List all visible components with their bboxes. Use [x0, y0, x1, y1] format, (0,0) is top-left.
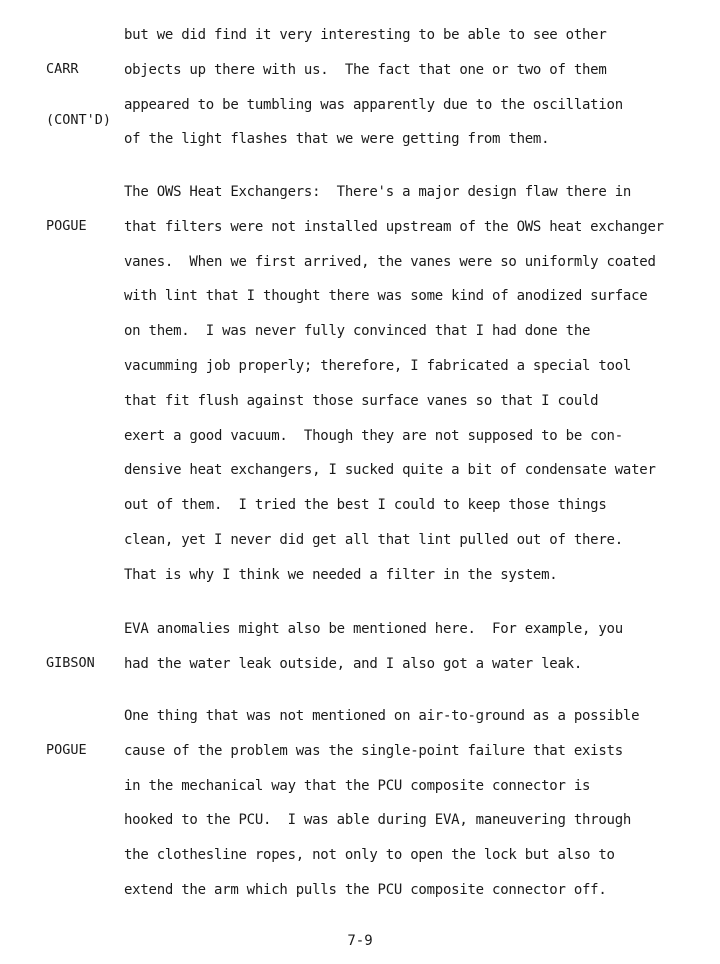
speaker-continuation: (CONT'D) — [46, 112, 112, 128]
text-line: in the mechanical way that the PCU composite connector is — [124, 777, 591, 794]
page-number: 7-9 — [347, 933, 373, 949]
text-line: had the water leak outside, and I also got a water leak. — [124, 655, 583, 672]
speaker-name: POGUE — [46, 742, 87, 758]
text-line: The OWS Heat Exchangers: There's a major design flaw there in — [124, 184, 632, 200]
text-line: objects up there with us. The fact that one or two of them — [124, 61, 607, 78]
text-line: vanes. When we first arrived, the vanes were so uniformly coated — [124, 253, 656, 270]
text-line: exert a good vacuum. Though they are not supposed to be con- — [124, 427, 623, 444]
speaker-name: GIBSON — [46, 655, 95, 671]
speaker-label — [46, 621, 122, 706]
speaker-label — [46, 27, 122, 163]
text-line: clean, yet I never did get all that lint pulled out of there. — [124, 531, 623, 548]
text-line: with lint that I thought there was some kind of anodized surface — [124, 288, 648, 305]
text-line: that fit flush against those surface vanes so that I could — [124, 392, 599, 409]
text-line: that filters were not installed upstream of the OWS heat exchanger — [124, 218, 664, 235]
entry-text — [124, 27, 714, 166]
speaker-label — [46, 708, 122, 793]
text-line: EVA anomalies might also be mentioned here. For example, you — [124, 621, 623, 637]
text-line: but we did find it very interesting to be able to see other — [124, 27, 607, 43]
text-line: densive heat exchangers, I sucked quite a bit of condensate water — [124, 462, 656, 479]
speaker-label — [46, 184, 122, 269]
text-line: hooked to the PCU. I was able during EVA, maneuvering through — [124, 812, 632, 829]
text-line: That is why I think we needed a filter in the system. — [124, 566, 558, 583]
text-line: vacumming job properly; therefore, I fabricated a special tool — [124, 357, 632, 374]
text-line: One thing that was not mentioned on air-to-ground as a possible — [124, 708, 640, 724]
text-line: the clothesline ropes, not only to open the lock but also to — [124, 847, 615, 864]
entry-text — [124, 708, 714, 917]
text-line: extend the arm which pulls the PCU composite connector off. — [124, 881, 607, 898]
text-line: cause of the problem was the single-point failure that exists — [124, 742, 623, 759]
text-line: out of them. I tried the best I could to keep those things — [124, 497, 607, 514]
text-line: of the light flashes that we were getting from them. — [124, 131, 550, 148]
text-line: on them. I was never fully convinced that I had done the — [124, 323, 591, 340]
entry-text — [124, 184, 714, 602]
text-line: appeared to be tumbling was apparently due to the oscillation — [124, 96, 623, 113]
entry-text — [124, 621, 714, 691]
speaker-name: CARR — [46, 61, 79, 77]
speaker-name: POGUE — [46, 218, 87, 234]
